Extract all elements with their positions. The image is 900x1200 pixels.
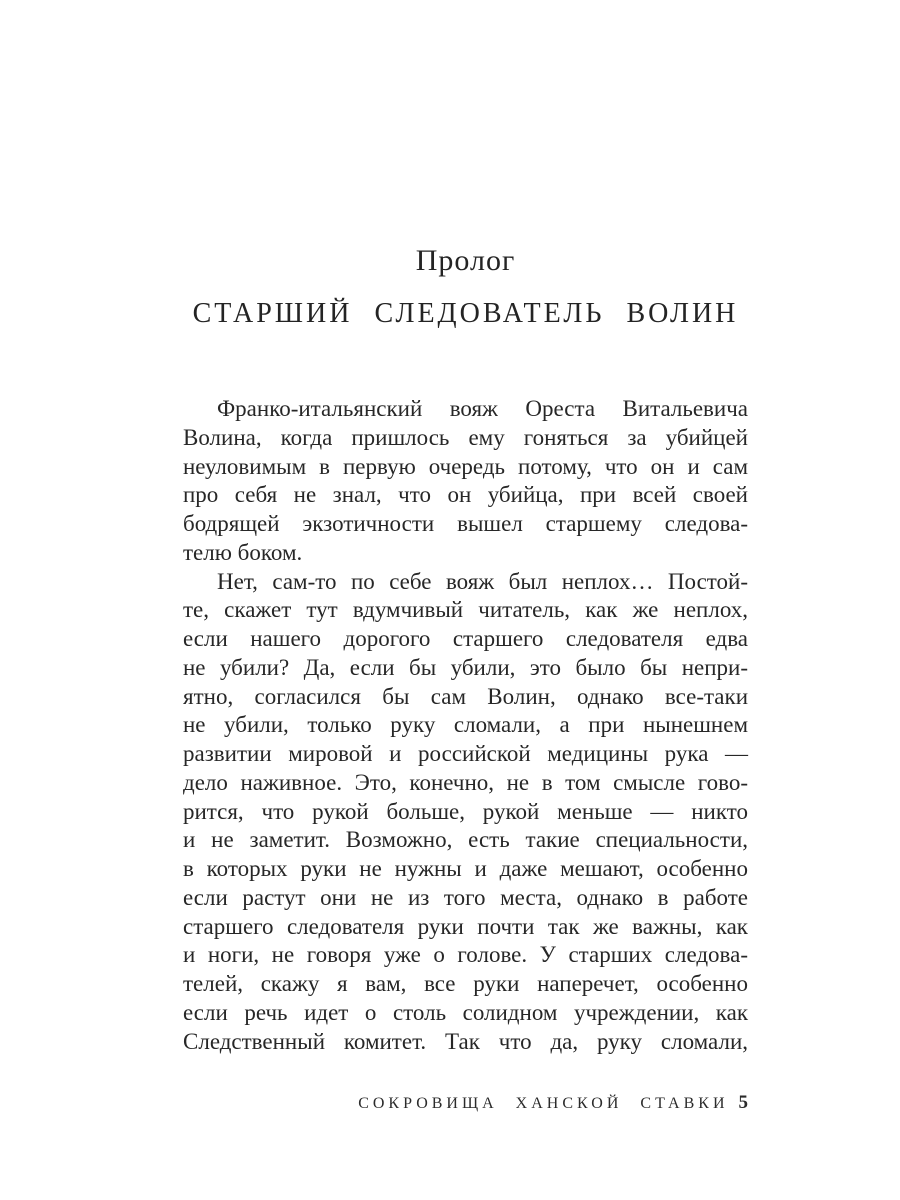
text-line: старшего следователя руки почти так же важны, как	[183, 913, 748, 939]
text-line: про себя не знал, что он убийца, при всей своей	[183, 482, 748, 508]
text-line: дело наживное. Это, конечно, не в том смысле гово-	[183, 769, 748, 795]
text-line: и ноги, не говоря уже о голове. У старших следова-	[183, 942, 748, 968]
text-line: Франко-итальянский вояж Ореста Витальевича	[217, 396, 748, 421]
section-heading: СТАРШИЙ СЛЕДОВАТЕЛЬ ВОЛИН	[192, 298, 739, 329]
page-number: 5	[738, 1092, 748, 1113]
text-line: не убили? Да, если бы убили, это было бы непри-	[183, 654, 748, 680]
text-line: если нашего дорогого старшего следователя едва	[183, 626, 748, 651]
text-line: Волина, когда пришлось ему гоняться за убийцей	[183, 424, 748, 450]
text-line: неуловимым в первую очередь потому, что он и сам	[183, 453, 748, 479]
running-title: СОКРОВИЩА ХАНСКОЙ СТАВКИ	[358, 1095, 729, 1112]
text-line: Нет, сам-то по себе вояж был неплох… Постой-	[217, 568, 748, 594]
text-line: и не заметит. Возможно, есть такие специальности,	[183, 827, 748, 853]
page-footer	[183, 1092, 748, 1114]
text-line: если растут они не из того места, однако в работе	[183, 884, 748, 910]
text-line: телей, скажу я вам, все руки наперечет, особенно	[183, 971, 748, 996]
text-line: ятно, согласился бы сам Волин, однако все-таки	[183, 683, 748, 709]
text-line: развитии мировой и российской медицины рука —	[183, 741, 748, 766]
text-line: не убили, только руку сломали, а при нынешнем	[183, 712, 748, 738]
chapter-heading: Пролог	[415, 244, 516, 277]
text-line: бодрящей экзотичности вышел старшему следова-	[183, 511, 748, 536]
text-line: телю боком.	[183, 539, 303, 565]
body-text	[183, 395, 748, 1056]
text-line: Следственный комитет. Так что да, руку сломали,	[183, 1028, 748, 1054]
text-line: в которых руки не нужны и даже мешают, особенно	[183, 856, 748, 881]
text-line: если речь идет о столь солидном учреждении, как	[183, 999, 748, 1025]
text-line: рится, что рукой больше, рукой меньше — никто	[183, 798, 748, 824]
text-line: те, скажет тут вдумчивый читатель, как же неплох,	[183, 597, 748, 623]
